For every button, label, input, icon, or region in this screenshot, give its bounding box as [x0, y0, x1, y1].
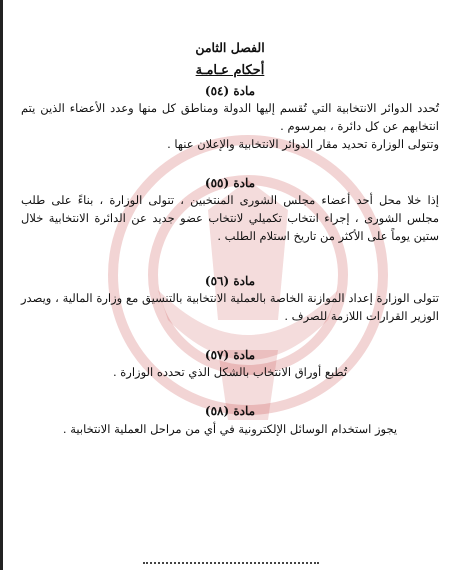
article-paragraph: وتتولى الوزارة تحديد مقار الدوائر الانتخابية والإعلان عنها . — [167, 136, 439, 151]
chapter-title: الفصل الثامن — [195, 40, 265, 55]
article-heading: مادة (٥٦) — [204, 273, 256, 288]
article-paragraph: يجوز استخدام الوسائل الإلكترونية في أي من مراحل العملية الانتخابية . — [62, 421, 398, 436]
article-heading: مادة (٥٥) — [204, 175, 256, 190]
article-paragraph: تُحدد الدوائر الانتخابية التي تُقسم إليها الدولة ومناطق كل منها وعدد الأعضاء الذين يتم انتخابهم عن كل دائرة ، بمرسوم . — [21, 101, 439, 133]
article-paragraph: تُطبع أوراق الانتخاب بالشكل الذي تحدده الوزارة . — [112, 365, 348, 380]
article-paragraph: تتولى الوزارة إعداد الموازنة الخاصة بالعملية الانتخابية بالتنسيق مع وزارة المالية ، ويصدر الوزير القرارات اللازمة للصرف . — [21, 291, 439, 323]
article-paragraph: إذا خلا محل أحد أعضاء مجلس الشورى المنتخبين ، تتولى الوزارة ، بناءً على طلب مجلس الشورى ، إجراء انتخاب تكميلي لانتخاب عضو جديد عن الدائرة الانتخابية خلال ستين يوماً على الأكثر من تاريخ استلام الطلب . — [21, 193, 439, 243]
article-heading: مادة (٥٧) — [204, 347, 256, 362]
article-heading: مادة (٥٤) — [204, 83, 256, 98]
chapter-subtitle: أحكام عـامـة — [195, 63, 265, 79]
article-heading: مادة (٥٨) — [204, 404, 256, 419]
bottom-dotted-rule — [143, 562, 319, 564]
